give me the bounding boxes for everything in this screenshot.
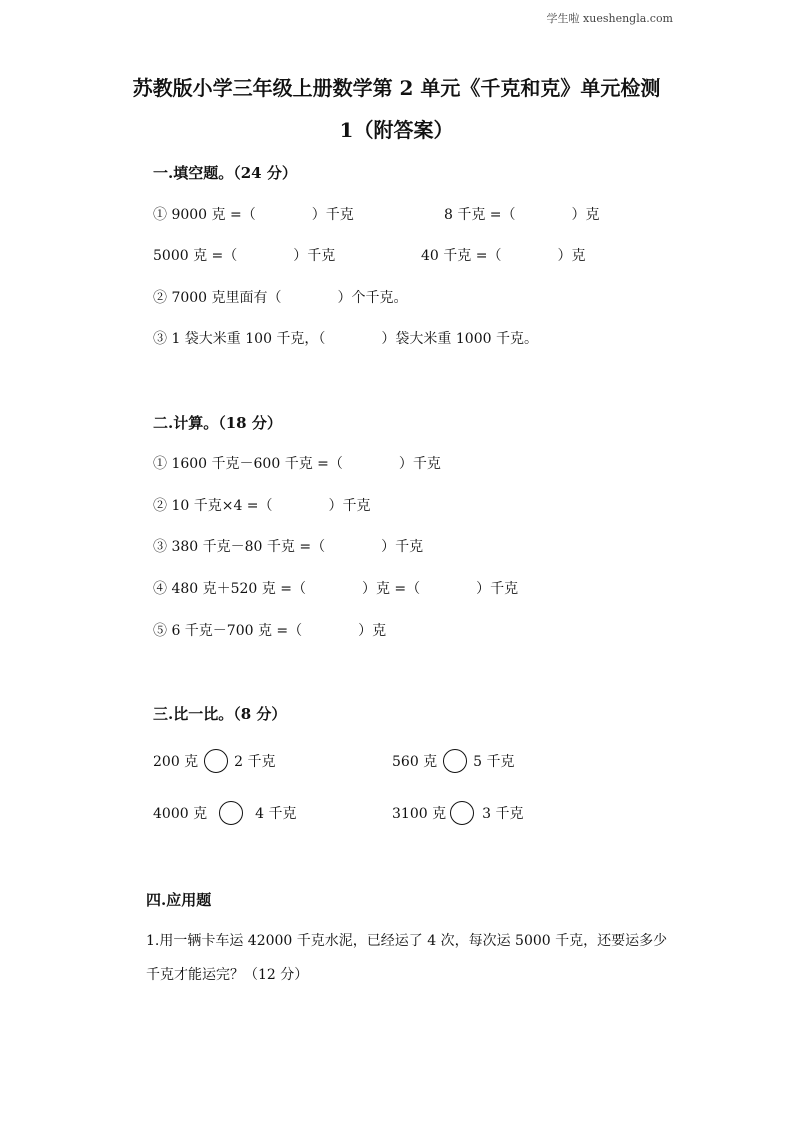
compare-left: 4000 克: [153, 806, 208, 822]
compare-left: 200 克: [153, 754, 199, 770]
compare-right: 5 千克: [473, 754, 515, 770]
fill-q1b: 8 千克 =（ ）克: [444, 207, 600, 223]
compare-circle[interactable]: [204, 749, 228, 773]
fill-q3: ② 7000 克里面有（ ）个千克。: [153, 290, 408, 306]
fill-q2a: 5000 克 =（ ）千克: [153, 248, 336, 264]
section1-heading: 一.填空题。（24 分）: [153, 164, 297, 182]
compare-left: 560 克: [392, 754, 438, 770]
section2-heading: 二.计算。（18 分）: [153, 414, 282, 432]
calc-item: ③ 380 千克－80 千克 =（ ）千克: [153, 539, 424, 555]
calc-item: ① 1600 千克－600 千克 =（ ）千克: [153, 456, 441, 472]
compare-pair: [392, 749, 515, 773]
compare-right: 4 千克: [255, 806, 297, 822]
compare-circle[interactable]: [219, 801, 243, 825]
compare-circle[interactable]: [450, 801, 474, 825]
calc-item: ④ 480 克＋520 克 =（ ）克 =（ ）千克: [153, 581, 519, 597]
page-title-line2: 1（附答案）: [339, 118, 454, 142]
fill-q1a: ① 9000 克 =（ ）千克: [153, 207, 354, 223]
calc-item: ⑤ 6 千克－700 克 =（ ）克: [153, 623, 387, 639]
page-title-line1: 苏教版小学三年级上册数学第 2 单元《千克和克》单元检测: [132, 76, 661, 100]
fill-q4: ③ 1 袋大米重 100 千克，（ ）袋大米重 1000 千克。: [153, 331, 538, 347]
compare-pair: [392, 801, 523, 825]
section4-heading: 四.应用题: [146, 891, 212, 909]
compare-pair: [153, 801, 296, 825]
fill-q2b: 40 千克 =（ ）克: [421, 248, 586, 264]
section3-heading: 三.比一比。（8 分）: [153, 705, 287, 723]
compare-right: 2 千克: [234, 754, 276, 770]
calc-item: ② 10 千克×4 =（ ）千克: [153, 498, 371, 514]
compare-circle[interactable]: [443, 749, 467, 773]
site-watermark: 学生啦 xueshengla.com: [546, 12, 673, 25]
compare-pair: [153, 749, 276, 773]
compare-left: 3100 克: [392, 806, 447, 822]
word-problem-1: 1.用一辆卡车运 42000 千克水泥，已经运了 4 次，每次运 5000 千克，还要运多少千克才能运完？（12 分）: [146, 933, 668, 983]
compare-right: 3 千克: [482, 806, 524, 822]
